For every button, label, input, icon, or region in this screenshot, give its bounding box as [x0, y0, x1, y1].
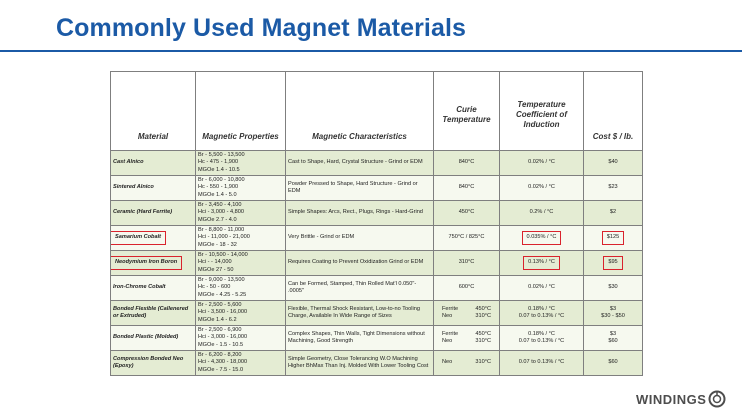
cost-value: $40 [608, 159, 618, 166]
header-magnetic-properties: Magnetic Properties [196, 72, 286, 151]
property-line: Br - 2,500 - 5,600 [198, 301, 242, 308]
material-name: Samarium Cobalt [111, 231, 167, 244]
temperature-coefficient-cell [500, 201, 584, 226]
table-row [111, 226, 643, 251]
table-row [111, 251, 643, 276]
curie-temperature-cell [434, 301, 500, 326]
curie-value: 310°C [475, 359, 491, 366]
property-line: Br - 10,500 - 14,000 [198, 251, 248, 258]
cost-cell [584, 301, 643, 326]
curie-value: 450°C [458, 209, 475, 216]
curie-value: 840°C [458, 159, 475, 166]
curie-temperature-cell [434, 176, 500, 201]
property-line: MGOe - 4.25 - 5.25 [198, 291, 247, 298]
property-line: Hci - - 14,000 [198, 259, 232, 266]
property-line: Br - 3,450 - 4,100 [198, 201, 242, 208]
header-magnetic-characteristics: Magnetic Characteristics [286, 72, 434, 151]
curie-material-label: Neo [442, 359, 453, 366]
material-name: Cast Alnico [113, 159, 144, 166]
temperature-coefficient-cell [500, 276, 584, 301]
magnetic-characteristics-cell: Complex Shapes, Thin Walls, Tight Dimensions without Machining, Good Strength [286, 326, 434, 351]
property-line: Br - 9,000 - 13,500 [198, 276, 245, 283]
temperature-coefficient-cell [500, 226, 584, 251]
property-line: Br - 2,500 - 6,900 [198, 326, 242, 333]
property-line: MGOe 1.4 - 5.0 [198, 191, 237, 198]
property-line: MGOe - 1.5 - 10.5 [198, 341, 244, 348]
cost-value: $60 [608, 359, 618, 366]
material-name: Bonded Plastic (Molded) [113, 334, 179, 341]
coefficient-value: 0.18% / °C 0.07 to 0.13% / °C [518, 305, 565, 319]
cost-value: $2 [609, 209, 617, 216]
magnetic-characteristics-cell: Simple Shapes: Arcs, Rect., Plugs, Rings - Hard-Grind [286, 201, 434, 226]
curie-value: 310°C [458, 259, 475, 266]
cost-value: $3 $60 [608, 330, 618, 344]
table-row [111, 151, 643, 176]
material-cell [111, 201, 196, 226]
coefficient-value: 0.02% / °C [528, 284, 555, 291]
curie-temperature-cell [434, 251, 500, 276]
curie-temperature-cell [434, 276, 500, 301]
material-cell [111, 276, 196, 301]
property-line: MGOe 1.4 - 10.5 [198, 166, 240, 173]
temperature-coefficient-cell [500, 351, 584, 376]
material-cell [111, 151, 196, 176]
cost-value: $125 [602, 231, 624, 244]
material-cell [111, 226, 196, 251]
magnetic-characteristics-cell: Can be Formed, Stamped, Thin Rolled Mat'l 0.050"- .0005" [286, 276, 434, 301]
property-line: Hci - 3,000 - 16,000 [198, 334, 248, 341]
cost-cell [584, 326, 643, 351]
coefficient-value: 0.18% / °C 0.07 to 0.13% / °C [518, 330, 565, 344]
cost-cell [584, 351, 643, 376]
curie-temperature-cell [434, 151, 500, 176]
curie-temperature-cell [434, 201, 500, 226]
property-line: Hc - 50 - 600 [198, 284, 231, 291]
temperature-coefficient-cell [500, 251, 584, 276]
coefficient-value: 0.02% / °C [528, 159, 555, 166]
property-line: MGOe 1.4 - 6.2 [198, 316, 237, 323]
material-cell [111, 301, 196, 326]
curie-value: 600°C [458, 284, 475, 291]
property-line: Br - 6,200 - 8,200 [198, 351, 242, 358]
property-line: MGOe 27 - 50 [198, 266, 234, 273]
material-name: Compression Bonded Neo (Epoxy) [113, 355, 184, 369]
magnetic-properties-cell [196, 151, 286, 176]
magnetic-properties-cell [196, 351, 286, 376]
magnetic-properties-cell [196, 301, 286, 326]
title-divider [0, 50, 742, 52]
magnetic-characteristics-cell: Cast to Shape, Hard, Crystal Structure - Grind or EDM [286, 151, 434, 176]
property-line: Hc - 475 - 1,900 [198, 159, 239, 166]
cost-value: $30 [608, 284, 618, 291]
circular-logo-icon [708, 390, 726, 408]
magnetic-characteristics-cell: Very Brittle - Grind or EDM [286, 226, 434, 251]
curie-value: 450°C 310°C [475, 330, 491, 344]
material-name: Sintered Alnico [113, 184, 154, 191]
table-row [111, 176, 643, 201]
curie-value: 840°C [458, 184, 475, 191]
curie-material-label: Ferrite Neo [442, 305, 459, 319]
material-name: Neodymium Iron Boron [111, 256, 183, 269]
material-name: Ceramic (Hard Ferrite) [113, 209, 173, 216]
curie-material-label: Ferrite Neo [442, 330, 459, 344]
table-row [111, 351, 643, 376]
cost-value: $3 $30 - $50 [601, 305, 625, 319]
temperature-coefficient-cell [500, 301, 584, 326]
cost-cell [584, 276, 643, 301]
magnet-materials-table [110, 71, 643, 376]
table-row [111, 301, 643, 326]
magnetic-properties-cell [196, 176, 286, 201]
table-row [111, 276, 643, 301]
table-header-row [111, 72, 643, 151]
curie-temperature-cell [434, 326, 500, 351]
cost-cell [584, 251, 643, 276]
logo-text: WINDINGS [636, 391, 707, 407]
property-line: Hci - 11,000 - 21,000 [198, 234, 250, 241]
property-line: Hci - 4,300 - 18,000 [198, 359, 248, 366]
cost-cell [584, 176, 643, 201]
temperature-coefficient-cell [500, 176, 584, 201]
windings-logo [636, 390, 726, 408]
material-cell [111, 326, 196, 351]
header-curie-temperature: Curie Temperature [434, 72, 500, 151]
magnetic-properties-cell [196, 251, 286, 276]
cost-value: $23 [608, 184, 618, 191]
header-temperature-coefficient: Temperature Coefficient of Induction [500, 72, 584, 151]
property-line: Hci - 3,000 - 4,800 [198, 209, 245, 216]
cost-value: $95 [603, 256, 622, 269]
material-cell [111, 351, 196, 376]
header-cost: Cost $ / lb. [584, 72, 643, 151]
magnetic-properties-cell [196, 201, 286, 226]
header-material: Material [111, 72, 196, 151]
page-title: Commonly Used Magnet Materials [56, 14, 467, 42]
material-name: Iron-Chrome Cobalt [113, 284, 166, 291]
coefficient-value: 0.02% / °C [528, 184, 555, 191]
cost-cell [584, 151, 643, 176]
coefficient-value: 0.07 to 0.13% / °C [518, 359, 565, 366]
curie-temperature-cell [434, 226, 500, 251]
cost-cell [584, 226, 643, 251]
table-row [111, 326, 643, 351]
coefficient-value: 0.2% / °C [529, 209, 554, 216]
property-line: MGOe - 18 - 32 [198, 241, 237, 248]
temperature-coefficient-cell [500, 326, 584, 351]
property-line: Br - 5,500 - 13,500 [198, 151, 245, 158]
curie-temperature-cell [434, 351, 500, 376]
material-cell [111, 251, 196, 276]
magnetic-characteristics-cell: Flexible, Thermal Shock Resistant, Low-to-no Tooling Charge, Available In Wide Range of Sizes [286, 301, 434, 326]
cost-cell [584, 201, 643, 226]
property-line: MGOe - 7.5 - 15.0 [198, 366, 244, 373]
property-line: Br - 8,800 - 11,000 [198, 226, 245, 233]
temperature-coefficient-cell [500, 151, 584, 176]
coefficient-value: 0.13% / °C [523, 256, 560, 269]
magnetic-properties-cell [196, 276, 286, 301]
property-line: Br - 6,000 - 10,800 [198, 176, 245, 183]
coefficient-value: 0.035% / °C [522, 231, 562, 244]
magnetic-characteristics-cell: Simple Geometry, Close Tolerancing W.O Machining Higher BhMax Than Inj. Molded With Lower Tooling Cost [286, 351, 434, 376]
material-cell [111, 176, 196, 201]
magnetic-characteristics-cell: Requires Coating to Prevent Oxidization Grind or EDM [286, 251, 434, 276]
property-line: MGOe 2.7 - 4.0 [198, 216, 237, 223]
property-line: Hci - 3,500 - 16,000 [198, 309, 248, 316]
magnetic-properties-cell [196, 326, 286, 351]
table-row [111, 201, 643, 226]
magnetic-properties-cell [196, 226, 286, 251]
material-name: Bonded Flexible (Callenered or Extruded) [113, 305, 189, 319]
magnetic-characteristics-cell: Powder Pressed to Shape, Hard Structure - Grind or EDM [286, 176, 434, 201]
property-line: Hc - 550 - 1,900 [198, 184, 239, 191]
curie-value: 450°C 310°C [475, 305, 491, 319]
curie-value: 750°C / 825°C [448, 234, 485, 241]
